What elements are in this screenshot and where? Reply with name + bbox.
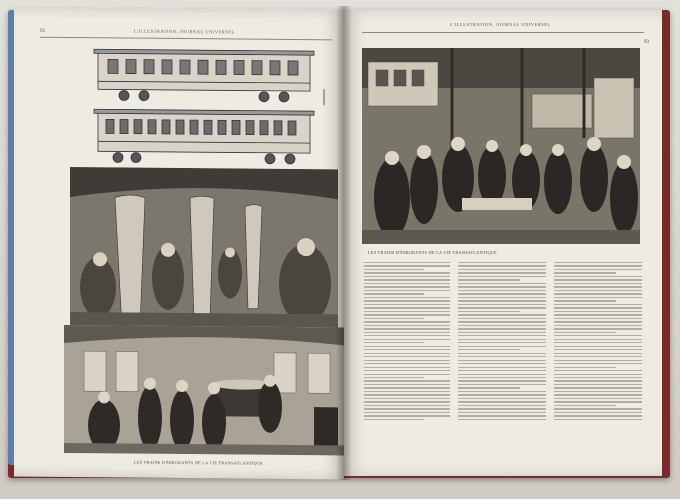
- left-page-header: L'ILLUSTRATION, JOURNAL UNIVERSEL: [134, 28, 235, 35]
- book-gutter-shadow: [336, 6, 352, 480]
- dining-car-engraving: [64, 325, 344, 455]
- left-page-caption: LES TRAINS D'ÉMIGRANTS DE LA CIE TRANSATLANTIQUE: [134, 459, 263, 466]
- text-column-3: [554, 262, 642, 422]
- emigrant-station-engraving: [362, 48, 640, 244]
- right-page-header: L'ILLUSTRATION, JOURNAL UNIVERSEL: [450, 22, 551, 27]
- left-header-rule: [40, 37, 332, 41]
- left-page: [14, 7, 344, 480]
- right-page-caption: LES TRAINS D'ÉMIGRANTS DE LA CIE TRANSATLANTIQUE: [368, 250, 497, 255]
- right-page-number: 93: [644, 40, 649, 45]
- text-column-2: [458, 262, 546, 422]
- left-page-number: 92: [40, 28, 45, 34]
- right-header-rule: [362, 32, 644, 33]
- text-column-1: [364, 262, 450, 422]
- railway-carriages-engraving: [84, 41, 334, 173]
- right-page: [344, 10, 662, 476]
- carriage-interior-engraving: [70, 167, 338, 329]
